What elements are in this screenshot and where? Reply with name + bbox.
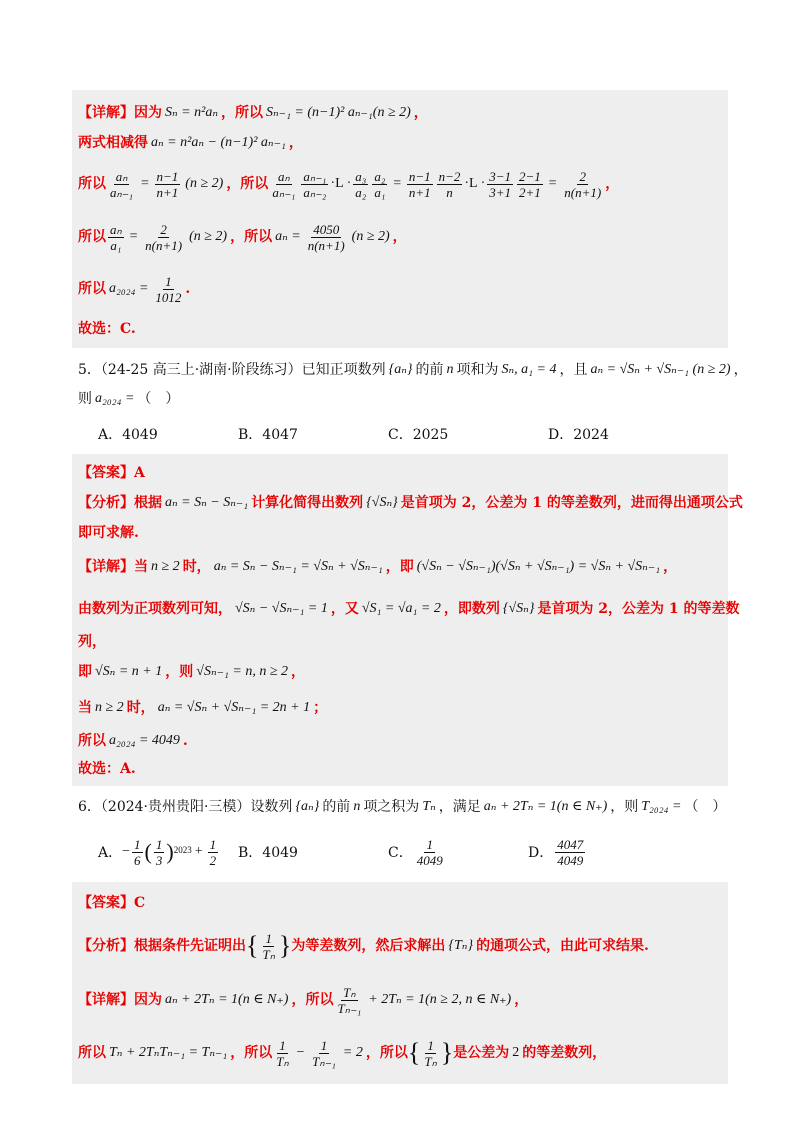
fraction: $\frac{3-1}{3+1}$ <box>489 168 512 200</box>
q4-detail-line-3: 所以 $\frac{\text{aₙ}}{\text{aₙ₋₁}}$ = $\frac{n-1}{n+1}$ (n ≥ 2) ，所以 $\frac{\text{aₙ}}{\text{aₙ₋₁}}$ $\frac{\text{aₙ₋₁}}{\text{aₙ₋₂}}$ ·L · $\frac{\text{a₃}}{\text{a₂}}$ $\frac{\text{a₂}}{\text{a₁}}$ = $\frac{n-1}{n+1}$ $\frac{n-2}{n}$ ·L · $\frac{3-1}{3+1}$ $\frac{2-1}{2+1}$ = $\frac{2}{n(n+1)}$ ， <box>78 168 620 200</box>
q6-option-d[interactable]: D． $\frac{4047}{4049}$ <box>528 836 584 868</box>
fraction: $\frac{\text{Tₙ}}{\text{Tₙ₋₁}}$ <box>337 984 362 1016</box>
fraction: $\frac{\text{a₃}}{\text{a₂}}$ <box>355 168 367 200</box>
q5-option-b[interactable]: B．4047 <box>238 427 298 443</box>
q4-detail-block <box>72 90 728 348</box>
q6-option-c[interactable]: C． $\frac{1}{4049}$ <box>388 836 443 868</box>
q5-detail-line-6: 所以 a₂₀₂₄ = 4049 . <box>78 733 188 749</box>
fraction: $\frac{1}{6}$ <box>134 836 141 868</box>
q4-detail-line-5: 所以 a₂₀₂₄ = $\frac{1}{1012}$ . <box>78 273 191 305</box>
q5-answer: 【答案】 A <box>78 465 145 481</box>
q5-detail-line-4: 即 √Sₙ = n + 1 ，则 √Sₙ₋₁ = n, n ≥ 2 ， <box>78 664 306 680</box>
q4-detail-line-4: 所以 $\frac{\text{aₙ}}{\text{a₁}}$ = $\frac{2}{n(n+1)}$ (n ≥ 2) ，所以 aₙ = $\frac{4050}{n(n+1)}$ (n ≥ 2) ， <box>78 221 407 253</box>
fraction: $\frac{n-2}{n}$ <box>438 168 461 200</box>
math: Sₙ₋₁ = (n−1)² aₙ₋₁(n ≥ 2) <box>266 105 411 120</box>
brace-open-icon: { <box>246 931 259 960</box>
brace-close-icon: } <box>440 1038 454 1067</box>
fraction: $\frac{2}{n(n+1)}$ <box>145 221 183 253</box>
q5-option-a[interactable]: A．4049 <box>98 427 158 443</box>
q4-detail-line-2: 两式相减得 aₙ = n²aₙ − (n−1)² aₙ₋₁ ， <box>78 135 303 151</box>
q5-option-d[interactable]: D．2024 <box>548 427 609 443</box>
q5-detail-line-2: 由数列为正项数列可知， √Sₙ − √Sₙ₋₁ = 1 ，又 √S₁ = √a₁ = 2 ，即数列 {√Sₙ} 是首项为 2，公差为 1 的等差数 <box>78 601 740 617</box>
q5-solution-block: 【答案】 A 【分析】 根据 aₙ = Sₙ − Sₙ₋₁ 计算化简得出数列 {√Sₙ} 是首项为 2，公差为 1 的等差数列，进而得出通项公式 即可求解. 【详解】 当 n ≥ 2 时， aₙ = Sₙ − Sₙ₋₁ = √Sₙ + √Sₙ₋₁ ，即 (√Sₙ − √Sₙ₋₁)(√Sₙ + √Sₙ₋₁) = √Sₙ + √Sₙ₋₁ ， 由数列为正项数列可知， √Sₙ − √Sₙ₋₁ = 1 ，又 √S₁ = √a₁ = 2 ，即数列 {√Sₙ} 是首项为 2，公差为 1 的等差数 列， 即 √Sₙ = n + 1 ，则 √Sₙ₋₁ = n, n ≥ 2 ， 当 n ≥ 2 时， aₙ = √Sₙ + √Sₙ₋₁ = 2n + 1 ； 所以 a₂₀₂₄ = 4049 . 故选：A. <box>72 454 728 786</box>
fraction: $\frac{4047}{4049}$ <box>557 836 584 868</box>
fraction: $\frac{n-1}{n+1}$ <box>408 168 431 200</box>
fraction: $\frac{1}{\text{Tₙ}}$ <box>276 1037 289 1069</box>
fraction: $\frac{1}{2}$ <box>209 836 217 868</box>
brace-close-icon: } <box>278 931 292 960</box>
q5-detail-line-5: 当 n ≥ 2 时， aₙ = √Sₙ + √Sₙ₋₁ = 2n + 1 ； <box>78 700 328 716</box>
q5-conclusion: 故选：A. <box>78 761 136 777</box>
q6-stem: 6．（2024·贵州贵阳·三模）设数列 {aₙ} 的前 n 项之积为 Tₙ ，满足 aₙ + 2Tₙ = 1(n ∈ N₊) ，则 T₂₀₂₄ = （ ） A． − $\frac{1}{6}$ ( $\frac{1}{3}$ ) 2023 + $\frac{1}{2}$ B．4049 C． $\frac{1}{4049}$ D． $\frac{4047}{4049}$ <box>72 786 728 882</box>
brace-open-icon: { <box>407 1038 421 1067</box>
detail-tag: 【详解】 <box>78 105 134 121</box>
fraction: $\frac{\text{aₙ₋₁}}{\text{aₙ₋₂}}$ <box>303 168 327 200</box>
q4-detail-line-1: 【详解】 因为 Sₙ = n²aₙ ，所以 Sₙ₋₁ = (n−1)² aₙ₋₁(n ≥ 2) ， <box>78 105 428 121</box>
math: aₙ = n²aₙ − (n−1)² aₙ₋₁ <box>151 135 286 150</box>
paren-close-icon: ) <box>166 839 174 864</box>
q6-detail-line-1: 【详解】 因为 aₙ + 2Tₙ = 1(n ∈ N₊) ，所以 $\frac{\text{Tₙ}}{\text{Tₙ₋₁}}$ + 2Tₙ = 1(n ≥ 2, n ∈ N₊) ， <box>78 984 529 1016</box>
q6-option-a[interactable]: A． − $\frac{1}{6}$ ( $\frac{1}{3}$ ) 2023 + $\frac{1}{2}$ <box>98 836 217 868</box>
q5-analysis: 【分析】 根据 aₙ = Sₙ − Sₙ₋₁ 计算化简得出数列 {√Sₙ} 是首项为 2，公差为 1 的等差数列，进而得出通项公式 <box>78 495 743 511</box>
fraction: $\frac{1}{\text{Tₙ}}$ <box>262 930 275 962</box>
fraction: $\frac{\text{aₙ}}{\text{a₁}}$ <box>110 221 122 253</box>
fraction: $\frac{\text{a₂}}{\text{a₁}}$ <box>374 168 386 200</box>
fraction: $\frac{1}{3}$ <box>155 836 163 868</box>
fraction: $\frac{1}{1012}$ <box>155 273 182 305</box>
fraction: $\frac{1}{4049}$ <box>416 836 443 868</box>
fraction: $\frac{\text{aₙ}}{\text{aₙ₋₁}}$ <box>110 168 134 200</box>
q5-stem: 5．（24-25 高三上·湖南·阶段练习）已知正项数列 {aₙ} 的前 n 项和为 Sₙ, a₁ = 4 ，且 aₙ = √Sₙ + √Sₙ₋₁ (n ≥ 2) ， 则 a₂₀₂₄ = （ ） A．4049 B．4047 C．2025 D．2024 <box>72 348 728 454</box>
q6-analysis: 【分析】 根据条件先证明出 { $\frac{1}{\text{Tₙ}}$ } 为等差数列，然后求解出 {Tₙ} 的通项公式，由此可求结果. <box>78 930 649 962</box>
fraction: $\frac{\text{aₙ}}{\text{aₙ₋₁}}$ <box>272 168 296 200</box>
q5-detail-line-1: 【详解】 当 n ≥ 2 时， aₙ = Sₙ − Sₙ₋₁ = √Sₙ + √Sₙ₋₁ ，即 (√Sₙ − √Sₙ₋₁)(√Sₙ + √Sₙ₋₁) = √Sₙ + √Sₙ₋₁ ， <box>78 559 678 575</box>
q6-detail-line-2: 所以 Tₙ + 2TₙTₙ₋₁ = Tₙ₋₁ ，所以 $\frac{1}{\text{Tₙ}}$ − $\frac{1}{\text{Tₙ₋₁}}$ = 2 ，所以 { $\frac{1}{\text{Tₙ}}$ } 是公差为 2 的等差数列， <box>78 1037 607 1069</box>
fraction: $\frac{1}{\text{Tₙ₋₁}}$ <box>312 1037 336 1069</box>
fraction: $\frac{1}{\text{Tₙ}}$ <box>424 1037 437 1069</box>
q5-option-c[interactable]: C．2025 <box>388 427 449 443</box>
q6-option-b[interactable]: B．4049 <box>238 845 298 861</box>
paren-open-icon: ( <box>144 839 152 864</box>
page <box>72 90 748 1084</box>
fraction: $\frac{4050}{n(n+1)}$ <box>307 221 345 253</box>
q6-solution-block <box>72 882 728 1084</box>
q4-conclusion: 故选：C. <box>78 321 136 337</box>
q6-options <box>78 822 722 882</box>
fraction: $\frac{2-1}{2+1}$ <box>519 168 541 200</box>
math: Sₙ = n²aₙ <box>165 105 218 120</box>
q6-answer: 【答案】 C <box>78 895 146 911</box>
q5-options <box>78 414 722 454</box>
fraction: $\frac{n-1}{n+1}$ <box>156 168 179 200</box>
fraction: $\frac{2}{n(n+1)}$ <box>564 168 602 200</box>
